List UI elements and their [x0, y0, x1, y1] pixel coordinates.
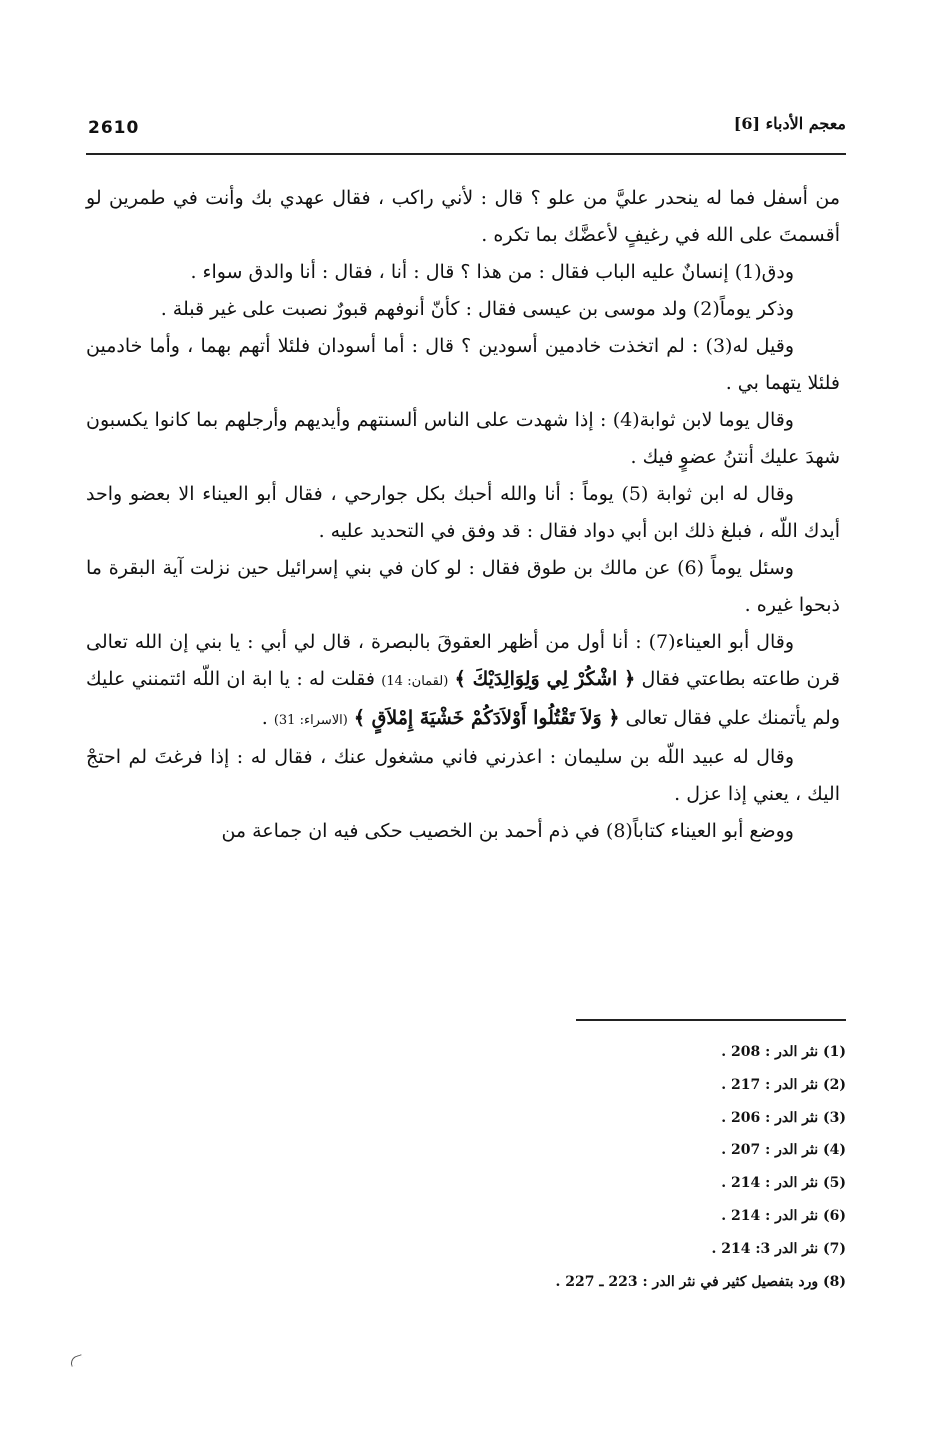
footnote: (8) ورد بتفصيل كثير في نثر الدر : 223 ـ 227 .: [555, 1273, 846, 1290]
text-span: .: [261, 707, 268, 729]
quran-quote: ﴿ وَلاَ تَقْتُلُوا أَوْلاَدَكُمْ خَشْيَةَ إِمْلاَقٍ ﴾: [353, 707, 620, 729]
quran-reference: (الاسراء: 31): [273, 713, 348, 728]
quran-reference: (لقمان: 14): [381, 674, 449, 689]
text-span: وقال أبو العيناء(7) : أنا أول من أظهر العقوقَ بالبصرة ، قال لي أبي : يا بني إن الله تعالى قرن طاعته بطاعتي فقال: [86, 631, 840, 690]
footnote: (6) نثر الدر : 214 .: [721, 1207, 846, 1224]
paragraph: وقال له ابن ثوابة (5) يوماً : أنا والله أحبك بكل جوارحي ، فقال أبو العيناء الا بعضو واحد أيدك اللّه ، فبلغ ذلك ابن أبي دواد فقال : قد وفق في التحديد عليه .: [86, 483, 840, 542]
header-rule: [86, 153, 846, 155]
paragraph: وقال يوما لابن ثوابة(4) : إذا شهدت على الناس ألسنتهم وأيديهم وأرجلهم بما كانوا يكسبون شهدَ عليك أنتنُ عضوٍ فيك .: [86, 409, 840, 468]
paragraph: ودق(1) إنسانٌ عليه الباب فقال : من هذا ؟ قال : أنا ، فقال : أنا والدق سواء .: [190, 261, 794, 283]
scan-mark: [69, 1354, 84, 1367]
footnotes: [486, 1036, 846, 1298]
footnote-rule: [576, 1019, 846, 1021]
running-head: معجم الأدباء [6]: [733, 114, 846, 133]
quran-quote: ﴿ اشْكُرْ لِي وَلِوَالِدَيْكَ ﴾: [454, 668, 636, 690]
footnote: (4) نثر الدر : 207 .: [721, 1142, 846, 1159]
paragraph: ووضع أبو العيناء كتاباً(8) في ذم أحمد بن الخصيب حكى فيه ان جماعة من: [221, 820, 794, 842]
paragraph: من أسفل فما له ينحدر عليَّ من علو ؟ قال : لأني راكب ، فقال عهدي بك وأنت في طمرين لو أقسمتَ على الله في رغيفٍ لأعضَّك بما تكره .: [86, 187, 840, 246]
footnote: (3) نثر الدر : 206 .: [721, 1109, 846, 1126]
paragraph: وقيل له(3) : لم اتخذت خادمين أسودين ؟ قال : أما أسودان فلئلا أتهم بهما ، وأما خادمين فلئلا يتهما بي .: [86, 335, 840, 394]
paragraph: وسئل يوماً (6) عن مالك بن طوق فقال : لو كان في بني إسرائيل حين نزلت آية البقرة ما ذبحوا غيره .: [86, 557, 840, 616]
footnote: (2) نثر الدر : 217 .: [721, 1076, 846, 1093]
paragraph: وقال له عبيد اللّه بن سليمان : اعذرني فاني مشغول عنك ، فقال له : إذا فرغتَ لم احتجْ اليك ، يعني إذا عزل .: [86, 746, 840, 805]
footnote: (1) نثر الدر : 208 .: [721, 1044, 846, 1060]
body-text: [86, 180, 840, 850]
page-number: 2610: [88, 118, 140, 138]
footnote: (7) نثر الدر 3: 214 .: [711, 1240, 846, 1257]
footnote: (5) نثر الدر : 214 .: [721, 1175, 846, 1192]
paragraph: وذكر يوماً(2) ولد موسى بن عيسى فقال : كأنّ أنوفهم قبورٌ نصبت على غير قبلة .: [160, 298, 794, 320]
paragraph-with-quran: [86, 624, 840, 739]
text-span: فقلت له : يا ابة ان اللّه ائتمنني عليك ولم يأتمنك علي فقال تعالى: [86, 668, 840, 729]
